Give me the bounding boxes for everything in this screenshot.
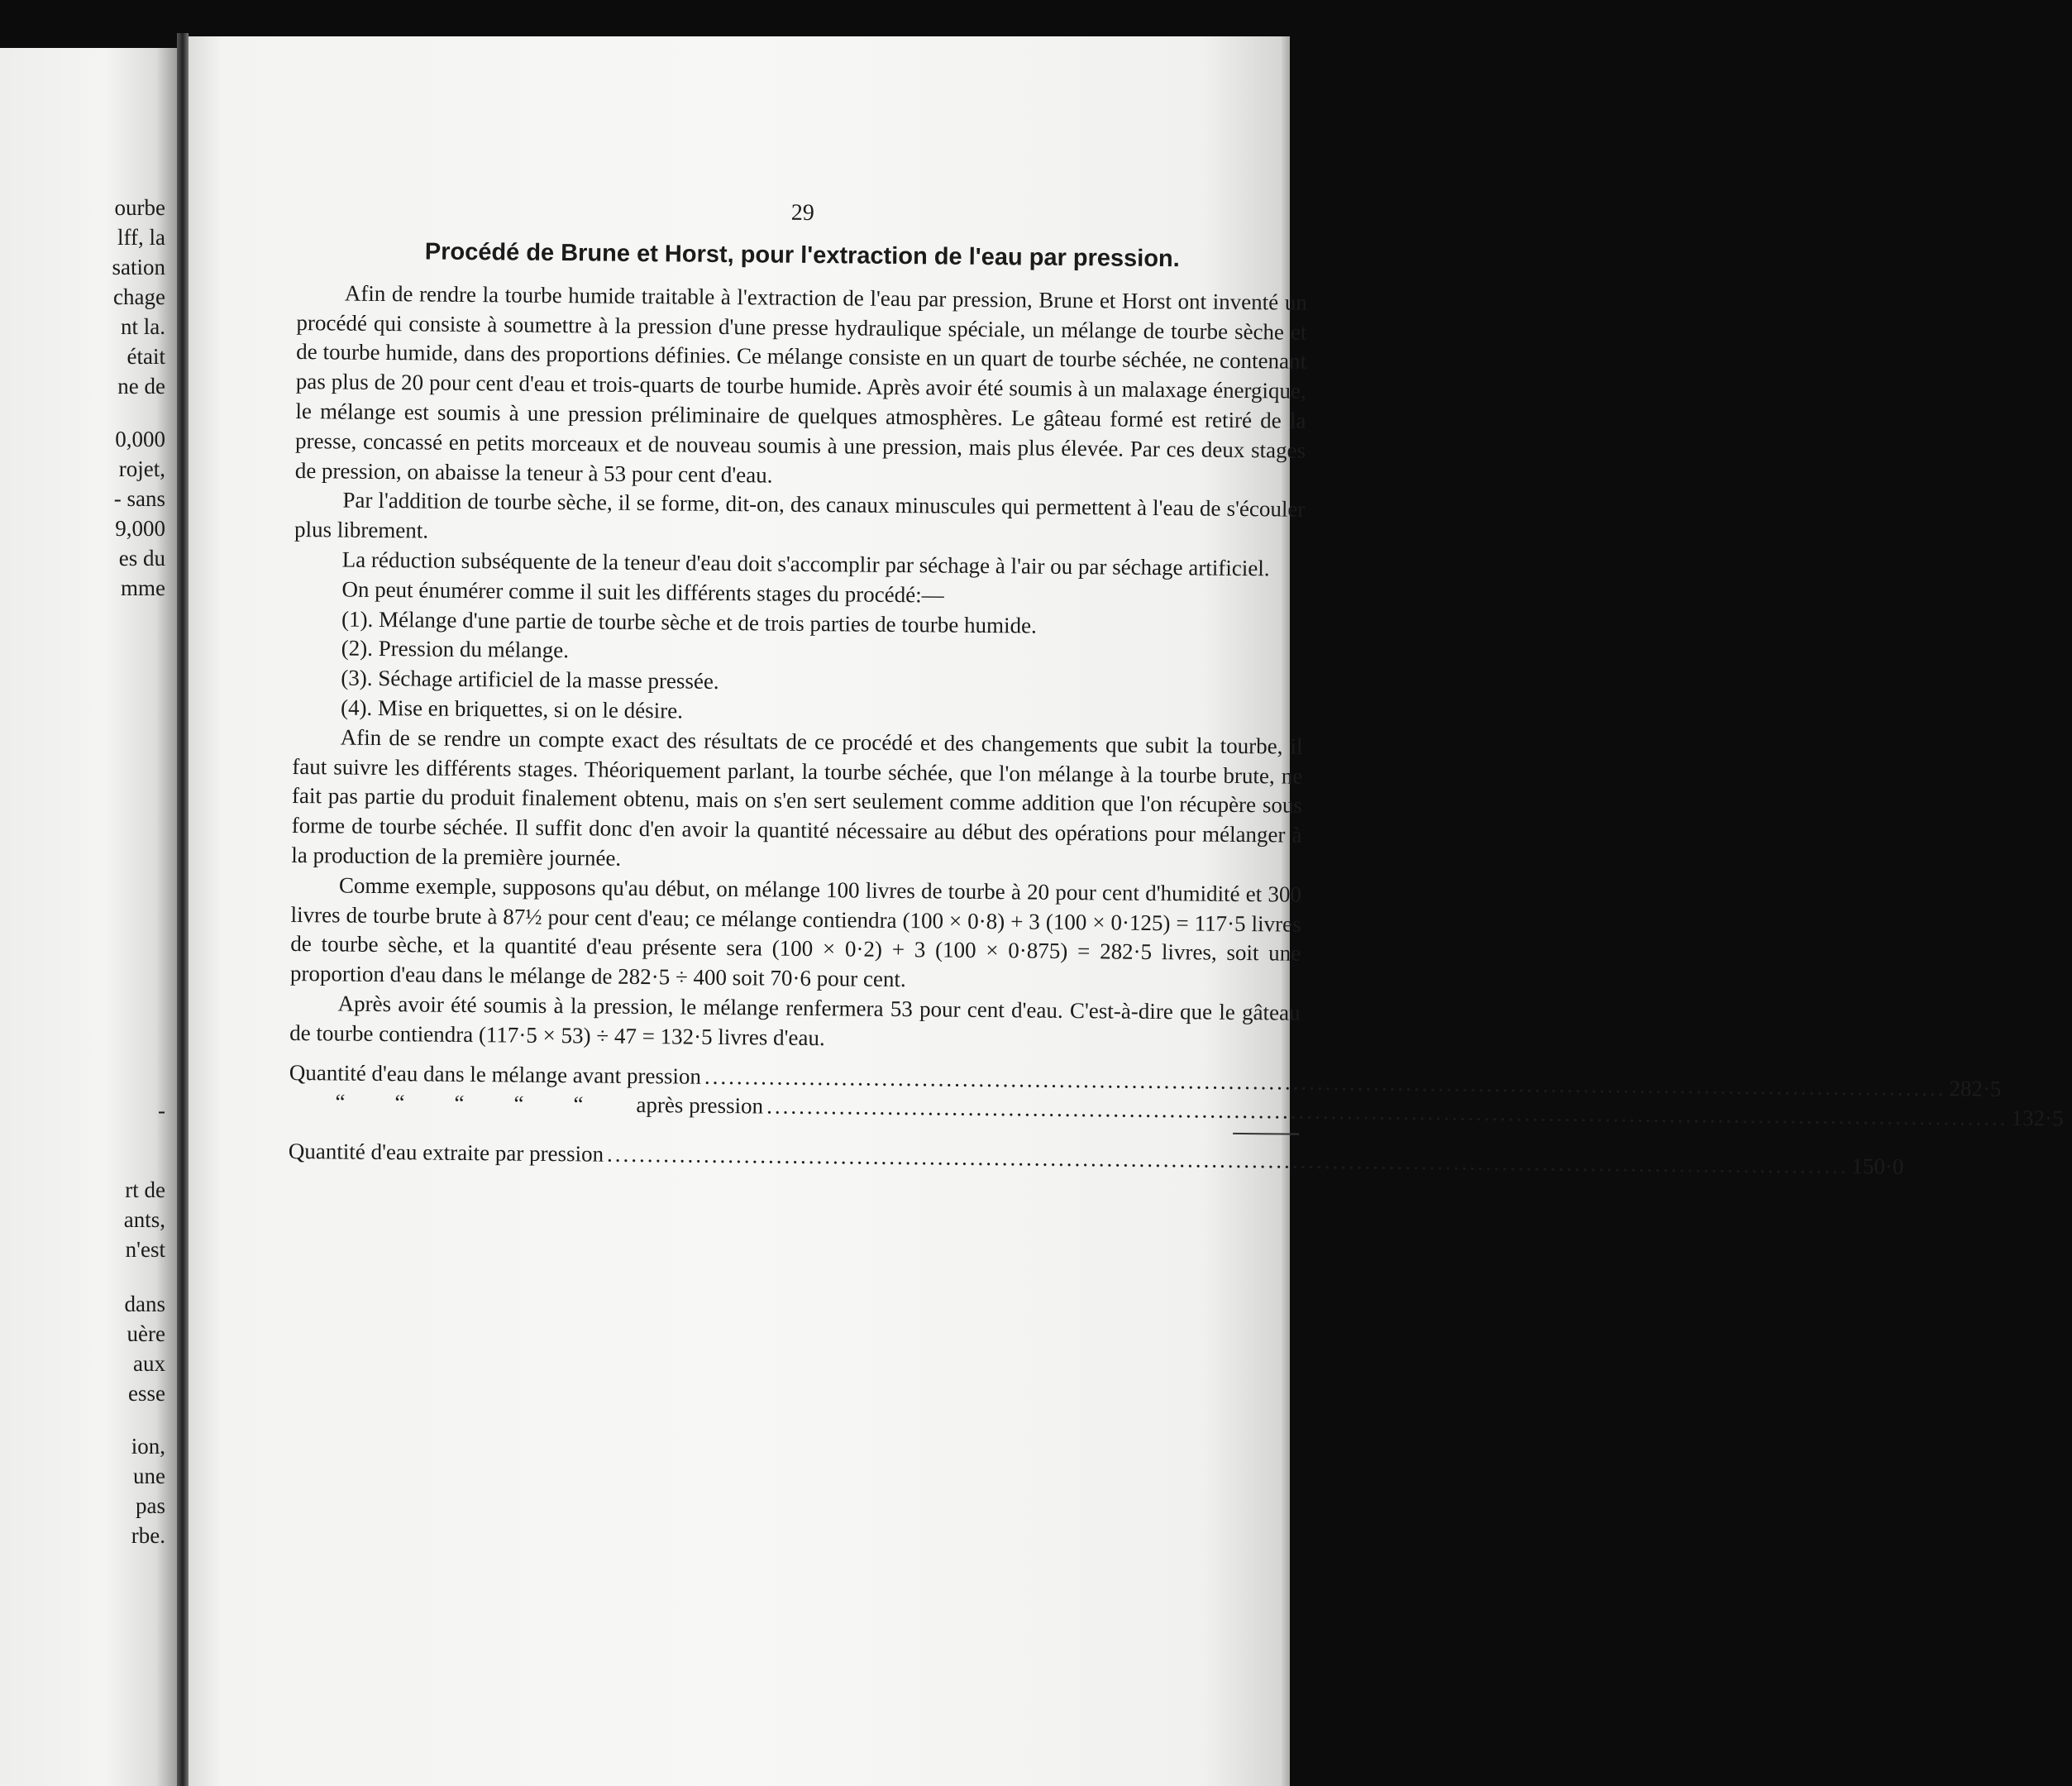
left-fragment: nt la. — [121, 314, 165, 339]
left-fragment: mme — [121, 575, 165, 600]
left-fragment: 0,000 — [115, 427, 165, 451]
right-page — [189, 36, 2064, 1786]
process-step: (2). Pression du mélange. — [341, 635, 570, 663]
left-fragment: rojet, — [118, 456, 165, 481]
ledger-label: Quantité d'eau extraite par pression — [288, 1139, 604, 1167]
ledger-value: 132·5 — [2011, 1106, 2064, 1131]
ledger-label: Quantité d'eau dans le mélange avant pression — [289, 1059, 702, 1089]
left-fragment: 9,000 — [115, 516, 165, 541]
paragraph: Afin de se rendre un compte exact des résultats de ce procédé et des changements que subit la tourbe, il faut suivre les différents stages. Théoriquement parlant, la tourbe séchée, que l'on mélange à la tourbe brute, ne fait pas partie du produit finalement obtenu, mais on s'en sert seulement comme addition que l'on récupère sous forme de tourbe séchée. Il suffit donc d'en avoir la quantité nécessaire au début des opérations pour mélanger à la production de la première journée. — [291, 724, 1303, 871]
ditto-mark: “ — [573, 1091, 584, 1117]
left-fragment: dans — [124, 1292, 165, 1316]
left-fragment: ourbe — [114, 195, 165, 220]
left-fragment: esse — [128, 1381, 165, 1406]
left-fragment: ion, — [131, 1434, 165, 1459]
paragraph: Par l'addition de tourbe sèche, il se forme, dit-on, des canaux minuscules qui permettent à l'eau de s'écouler plus librement. — [294, 487, 1306, 543]
ledger-value: 282·5 — [1949, 1075, 2002, 1101]
ledger-label: après pression — [636, 1092, 764, 1119]
left-fragment: ants, — [123, 1207, 165, 1232]
left-fragment: rt de — [125, 1177, 165, 1202]
left-fragment: lff, la — [117, 225, 165, 250]
left-fragment: ne de — [117, 374, 165, 399]
left-fragment: n'est — [125, 1237, 165, 1262]
process-step: (4). Mise en briquettes, si on le désire. — [340, 695, 684, 723]
paragraph: Après avoir été soumis à la pression, le mélange renfermera 53 pour cent d'eau. C'est-à-dire que le gâteau de tourbe contiendra (117·5 × 53) ÷ 47 = 132·5 livres d'eau. — [289, 991, 1301, 1050]
left-fragment: chage — [113, 284, 165, 309]
left-fragment: uère — [127, 1321, 165, 1346]
ditto-mark: “ — [394, 1090, 405, 1115]
process-step: (1). Mélange d'une partie de tourbe sèche et de trois parties de tourbe humide. — [341, 606, 1037, 638]
paragraph: Afin de rendre la tourbe humide traitable à l'extraction de l'eau par pression, Brune et Horst ont inventé un procédé qui consiste à soumettre à la pression d'une presse hydraulique spéciale, un mélange de tourbe sèche et de tourbe humide, dans des proportions définies. Ce mélange consiste en un quart de tourbe séchée, ne contenant pas plus de 20 pour cent d'eau et trois-quarts de tourbe humide. Après avoir été soumis à un malaxage énergique, le mélange est soumis à une pression préliminaire de quelques atmosphères. Le gâteau formé est retiré de la presse, concassé en petits morceaux et de nouveau soumis à une pression, mais plus élevée. Par ces deux stages de pression, on abaisse la teneur à 53 pour cent d'eau. — [294, 280, 1307, 488]
ledger-row-total — [288, 1137, 1904, 1179]
paragraph: On peut énumérer comme il suit les différents stages du procédé:— — [341, 576, 944, 608]
paragraph: La réduction subséquente de la teneur d'eau doit s'accomplir par séchage à l'air ou par séchage artificiel. — [341, 547, 1270, 581]
leader-dots — [607, 1140, 1849, 1182]
left-fragment: sation — [112, 255, 165, 279]
left-fragment: - — [158, 1098, 165, 1123]
ditto-mark: “ — [335, 1089, 346, 1115]
page-text — [288, 193, 2064, 1179]
page-number: 29 — [790, 199, 814, 226]
ditto-mark: “ — [454, 1091, 465, 1116]
left-fragment: était — [127, 344, 165, 369]
left-fragment: aux — [133, 1351, 165, 1376]
left-fragment: rbe. — [131, 1523, 165, 1548]
total-rule — [1233, 1133, 1299, 1135]
left-fragment: pas — [136, 1493, 165, 1518]
left-fragment: une — [133, 1464, 165, 1488]
left-fragment: - sans — [113, 486, 165, 511]
ditto-mark: “ — [513, 1091, 524, 1116]
ditto-marks — [289, 1087, 633, 1120]
book-gutter — [177, 33, 189, 1786]
left-fragment: es du — [118, 546, 165, 571]
water-balance-table — [288, 1058, 2064, 1179]
ledger-value: 150·0 — [1851, 1153, 1904, 1179]
section-title: Procédé de Brune et Horst, pour l'extraction de l'eau par pression. — [424, 238, 1180, 273]
paragraph: Comme exemple, supposons qu'au début, on mélange 100 livres de tourbe à 20 pour cent d'humidité et 300 livres de tourbe brute à 87½ pour cent d'eau; ce mélange contiendra (100 × 0·8) + 3 (100 × 0·125) = 117·5 livres de tourbe sèche, et la quantité d'eau présente sera (100 × 0·2) + 3 (100 × 0·875) = 282·5 livres, soit une proportion d'eau dans le mélange de 282·5 ÷ 400 soit 70·6 pour cent. — [289, 872, 1302, 992]
process-step: (3). Séchage artificiel de la masse pressée. — [341, 665, 719, 695]
left-facing-page — [0, 48, 177, 1786]
